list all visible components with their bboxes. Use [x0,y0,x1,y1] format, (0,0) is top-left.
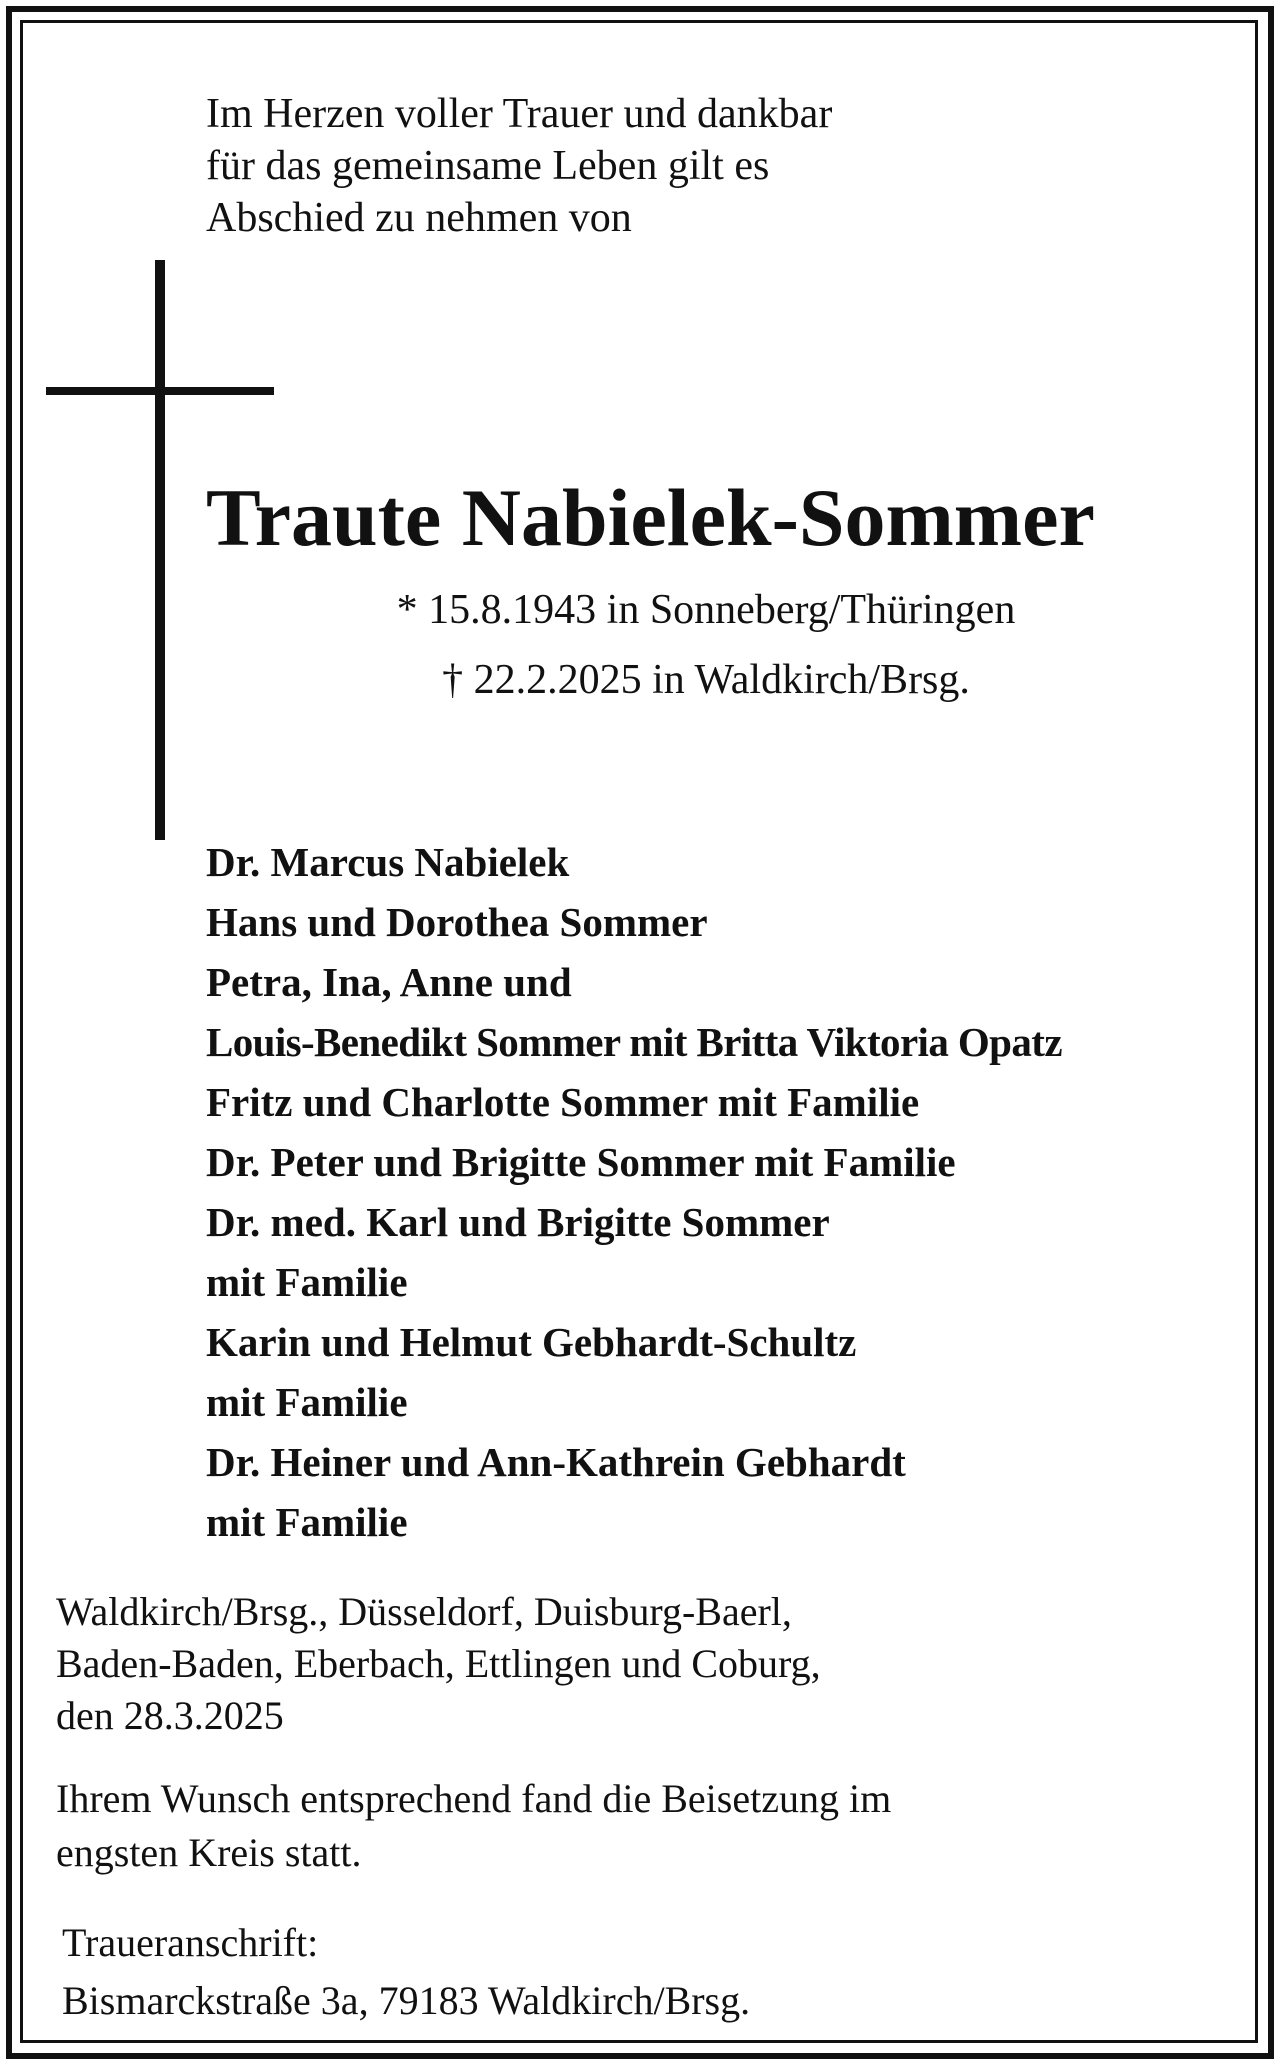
mourners-list [206,832,1062,1552]
mourner-line: mit Familie [206,1499,408,1545]
mourner-line: Dr. Peter und Brigitte Sommer mit Familie [206,1139,956,1185]
burial-notice [56,1772,891,1880]
intro-line: Im Herzen voller Trauer und dankbar [206,91,833,137]
intro-line: für das gemeinsame Leben gilt es [206,143,770,189]
deceased-name: Traute Nabielek-Sommer [206,472,1095,563]
mourner-line: mit Familie [206,1379,408,1425]
mourner-line: Karin und Helmut Gebhardt-Schultz [206,1319,857,1365]
mourner-line: Dr. Marcus Nabielek [206,839,570,885]
notice-line: Ihrem Wunsch entsprechend fand die Beisetzung im [56,1776,892,1821]
places-and-date [56,1586,821,1742]
death-date: † 22.2.2025 in Waldkirch/Brsg. [442,657,970,703]
places-line: Baden-Baden, Eberbach, Ettlingen und Coburg, [56,1641,821,1686]
birth-date: * 15.8.1943 in Sonneberg/Thüringen [396,587,1016,633]
cross-icon-vertical [155,260,165,840]
mourner-line: Hans und Dorothea Sommer [206,899,708,945]
intro-line: Abschied zu nehmen von [206,195,632,241]
mourning-address [62,1914,750,2030]
intro-text [206,88,832,244]
mourner-line: Dr. med. Karl und Brigitte Sommer [206,1199,830,1245]
cross-icon-horizontal [46,387,274,395]
places-line: Waldkirch/Brsg., Düsseldorf, Duisburg-Baerl, [56,1589,792,1634]
notice-line: engsten Kreis statt. [56,1830,362,1875]
mourner-line: Louis-Benedikt Sommer mit Britta Viktoria Opatz [206,1019,1062,1065]
mourner-line: Dr. Heiner und Ann-Kathrein Gebhardt [206,1439,906,1485]
address-label: Traueranschrift: [62,1920,319,1965]
mourner-line: Fritz und Charlotte Sommer mit Familie [206,1079,920,1125]
address-value: Bismarckstraße 3a, 79183 Waldkirch/Brsg. [62,1978,751,2023]
mourner-line: Petra, Ina, Anne und [206,959,572,1005]
mourner-line: mit Familie [206,1259,408,1305]
places-line: den 28.3.2025 [56,1693,284,1738]
